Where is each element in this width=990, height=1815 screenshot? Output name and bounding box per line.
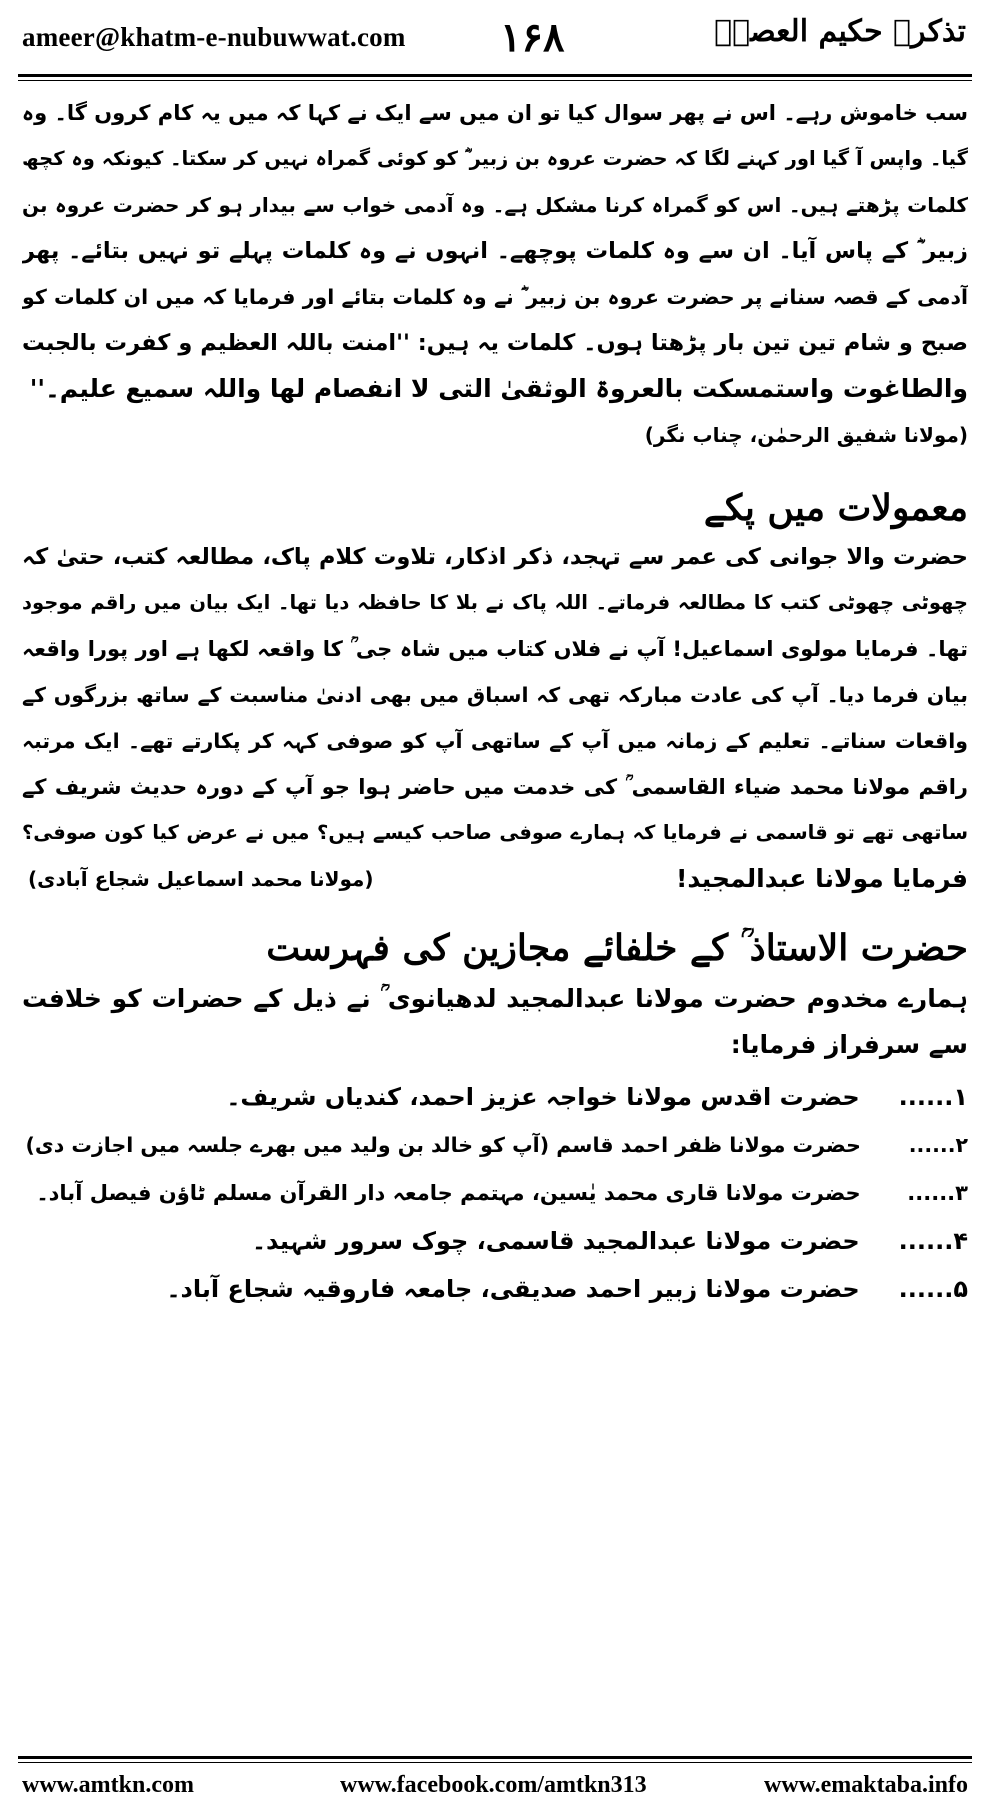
header-rule (18, 74, 972, 77)
section1-line: بیان فرما دیا۔ آپ کی عادت مبارکہ تھی کہ اسباق میں بھی ادنیٰ مناسبت کے ساتھ بزرگوں کے (22, 683, 968, 707)
section1-credit: (مولانا محمد اسماعیل شجاع آبادی) (28, 867, 374, 891)
section2-intro-line: سے سرفراز فرمایا: (730, 1030, 968, 1059)
story-line: سب خاموش رہے۔ اس نے پھر سوال کیا تو ان میں سے ایک نے کہا کہ میں یہ کام کروں گا۔ وہ (22, 101, 968, 125)
section1-last-line: فرمایا مولانا عبدالمجید! (675, 864, 968, 893)
section1-line: تھا۔ فرمایا مولوی اسماعیل! آپ نے فلاں کتاب میں شاہ جی ؒ کا واقعہ لکھا ہے اور پورا واقعہ (22, 637, 968, 661)
section1-line: چھوٹی چھوٹی کتب کا مطالعہ فرماتے۔ اللہ پاک نے بلا کا حافظہ دیا تھا۔ ایک بیان میں راقم موجود (22, 591, 968, 614)
section1-line: حضرت والا جوانی کی عمر سے تہجد، ذکر اذکار، تلاوت کلام پاک، مطالعہ کتب، حتیٰ کہ (22, 544, 968, 570)
story-line: کلمات پڑھتے ہیں۔ اس کو گمراہ کرنا مشکل ہے۔ وہ آدمی خواب سے بیدار ہو کر حضرت عروہ بن (22, 193, 968, 217)
list-item-text: حضرت مولانا ظفر احمد قاسم (آپ کو خالد بن ولید میں بھرے جلسہ میں اجازت دی) (25, 1133, 861, 1157)
list-item-text: حضرت مولانا قاری محمد یٰسین، مہتمم جامعہ دار القرآن مسلم ٹاؤن فیصل آباد۔ (36, 1181, 861, 1205)
header-rule-thin (18, 80, 972, 81)
khalifa-list-item (22, 1222, 968, 1260)
story-line: صبح و شام تین تین بار پڑھتا ہوں۔ کلمات یہ ہیں: ''امنت باللہ العظیم و کفرت بالجبت (22, 330, 968, 356)
story-credit: (مولانا شفیق الرحمٰن، چناب نگر) (644, 423, 968, 447)
khalifa-list-item (22, 1126, 968, 1164)
section-heading-khulafa: حضرت الاستاذ ؒ کے خلفائے مجازین کی فہرست (266, 927, 968, 969)
list-item-number: ۲...... (908, 1133, 968, 1157)
header-email: ameer@khatm-e-nubuwwat.com (22, 22, 406, 52)
story-line-dua: والطاغوت واستمسکت بالعروۃ الوثقیٰ التی لا انفصام لھا واللہ سمیع علیم۔'' (29, 374, 968, 403)
section1-line: راقم مولانا محمد ضیاء القاسمی ؒ کی خدمت میں حاضر ہوا جو آپ کے دورہ حدیث شریف کے (22, 775, 968, 799)
footer-rule-thin (18, 1762, 972, 1763)
list-item-text: حضرت اقدس مولانا خواجہ عزیز احمد، کندیاں شریف۔ (226, 1083, 860, 1111)
list-item-text: حضرت مولانا زبیر احمد صدیقی، جامعہ فاروقیہ شجاع آباد۔ (166, 1275, 860, 1303)
story-line: گیا۔ واپس آ گیا اور کہنے لگا کہ حضرت عروہ بن زبیر ؓ کو کوئی گمراہ نہیں کر سکتا۔ کیونکہ وہ کچھ (22, 147, 968, 170)
khalifa-list-item (22, 1270, 968, 1308)
khalifa-list-item (22, 1078, 968, 1116)
list-item-number: ۴...... (898, 1227, 968, 1255)
book-title: تذکرہ حکیم العصرؒ (714, 14, 966, 49)
section2-intro-line: ہمارے مخدوم حضرت مولانا عبدالمجید لدھیانوی ؒ نے ذیل کے حضرات کو خلافت (22, 984, 968, 1013)
footer-link-emaktaba[interactable]: www.emaktaba.info (763, 1772, 968, 1798)
footer-rule (18, 1756, 972, 1759)
story-line: آدمی کے قصہ سنانے پر حضرت عروہ بن زبیر ؓ نے وہ کلمات بتائے اور فرمایا کہ میں ان کلمات کو (22, 285, 968, 309)
footer-link-amtkn[interactable]: www.amtkn.com (22, 1772, 194, 1798)
footer-link-facebook[interactable]: www.facebook.com/amtkn313 (340, 1772, 647, 1798)
list-item-number: ۳...... (907, 1181, 968, 1205)
section1-line: ساتھی تھے تو قاسمی نے فرمایا کہ ہمارے صوفی صاحب کیسے ہیں؟ میں نے عرض کیا کون صوفی؟ (22, 821, 968, 844)
story-line: زبیر ؓ کے پاس آیا۔ ان سے وہ کلمات پوچھے۔ انہوں نے وہ کلمات پہلے تو نہیں بتائے۔ پھر (22, 238, 968, 264)
list-item-number: ۱...... (898, 1083, 968, 1111)
section-heading-mamoolat: معمولات میں پکے (703, 487, 968, 529)
list-item-number: ۵...... (898, 1275, 968, 1303)
khalifa-list-item (22, 1174, 968, 1212)
section1-line: واقعات سناتے۔ تعلیم کے زمانہ میں آپ کے ساتھی آپ کو صوفی کہہ کر پکارتے تھے۔ ایک مرتبہ (22, 729, 968, 753)
page-number: ۱۶۸ (500, 14, 565, 61)
list-item-text: حضرت مولانا عبدالمجید قاسمی، چوک سرور شہید۔ (251, 1227, 860, 1255)
